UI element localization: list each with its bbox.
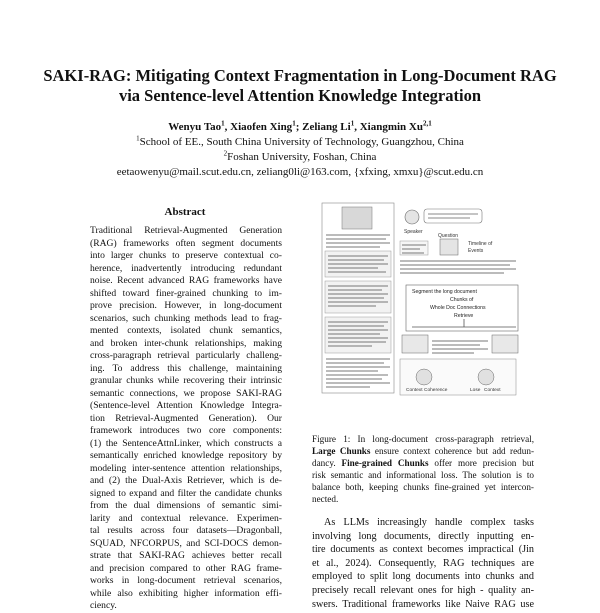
abstract-line: while also exhibiting higher information effi- xyxy=(90,587,282,599)
affiliation-1 xyxy=(0,135,600,150)
speaker-icon xyxy=(405,210,419,224)
intro-line: swers. Traditional frameworks like Naive RAG use xyxy=(312,598,534,610)
affiliation-1-sup: 1 xyxy=(136,134,140,143)
caption-line: balance both, keeping chunks fine-grained yet intercon- xyxy=(312,482,534,492)
timeline-label-a: Timeline of xyxy=(468,241,493,247)
figure-1-svg xyxy=(320,201,520,399)
affiliation-2-text: Foshan University, Foshan, China xyxy=(227,151,377,163)
affiliation-2 xyxy=(0,150,600,165)
chunks-label-c: Whole Doc Connections xyxy=(430,305,486,311)
abstract-line: larity and contextual relevance. Experimen- xyxy=(90,512,282,524)
abstract-line: ing. To address this challenge, maintaining xyxy=(90,362,282,374)
abstract-line: modeling inter-sentence attention relationships, xyxy=(90,462,282,474)
coherence-label: Coherence xyxy=(424,388,448,393)
intro-line: employed to split long documents into chunks and xyxy=(312,571,534,583)
outcome-panel xyxy=(400,359,516,395)
author-3: Zeliang Li xyxy=(302,121,351,133)
author-emails: eetaowenyu@mail.scut.edu.cn, zeliang0li@163.com, {xfxing, xmxu}@scut.edu.cn xyxy=(116,166,484,178)
abstract-line: signed to expand and filter the candidate chunks xyxy=(90,487,282,499)
abstract-line: (1) the SentenceAttnLinker, which constructs a xyxy=(90,437,282,449)
chunks-label-a: Segment the long document xyxy=(412,289,477,295)
abstract-line: semantically enriched knowledge repository by xyxy=(90,450,282,461)
long-document-graphic xyxy=(322,203,394,393)
author-names: Wenyu Tao$^1$, Xiaofen Xing$^1$; Zeliang Li$^1$, Xiangmin Xu$^{2,1}$ xyxy=(168,119,432,133)
caption-line: risk semantic and informational loss. The solution is to xyxy=(312,470,534,480)
abstract-line: tion Retrieval-Augmented Generation). Our xyxy=(90,412,282,424)
title-line-2: via Sentence-level Attention Knowledge Integration xyxy=(118,86,482,105)
caption-after-fine: offer more precision but xyxy=(428,458,534,468)
affiliation-2-sup: 2 xyxy=(223,149,228,158)
large-chunk-block xyxy=(402,335,428,353)
abstract-line: and broken inter-chunk relationships, making xyxy=(90,337,282,349)
title-line-1: SAKI-RAG: Mitigating Context Fragmentation in Long-Document RAG xyxy=(43,66,557,85)
abstract-line: Traditional Retrieval-Augmented Generation xyxy=(90,225,282,236)
abstract-body xyxy=(90,225,282,613)
abstract-line: works in long-document retrieval scenarios, xyxy=(90,575,282,586)
intro-line: As LLMs increasingly handle complex tasks xyxy=(324,517,534,528)
abstract-line: shifted toward finer-grained chunking to im- xyxy=(90,287,282,299)
intro-line: precisely recall relevant ones for high - quality an- xyxy=(312,584,534,596)
abstract-line: and (2) the Dual-Axis Retriever, which is de- xyxy=(90,475,282,486)
figure-1-illustration xyxy=(320,201,520,399)
caption-after-large: ensure context coherence but add redun- xyxy=(370,446,534,456)
caption-large-chunks: Large Chunks xyxy=(312,446,371,456)
intro-line: et al., 2024). Consequently, RAG techniques are xyxy=(312,557,534,569)
author-2-sup: 1 xyxy=(292,119,296,128)
abstract-line: prove precision. However, in long-document xyxy=(90,300,282,311)
caption-line xyxy=(312,445,534,457)
chunks-panel xyxy=(402,285,518,353)
caption-fine-chunks: Fine-grained Chunks xyxy=(341,458,429,468)
paper-title xyxy=(0,66,600,106)
abstract-line: into larger chunks to preserve contextual co- xyxy=(90,250,282,261)
abstract-heading: Abstract xyxy=(164,206,206,218)
introduction-body xyxy=(312,516,534,611)
caption-line3: dancy. xyxy=(312,458,342,468)
chunks-label-d: Retrieve xyxy=(454,313,474,319)
context2-label: Context xyxy=(484,388,501,393)
author-1: Wenyu Tao xyxy=(168,121,222,133)
abstract-line: SQUAD, NFCORPUS, and SCI-DOCS demon- xyxy=(90,537,282,549)
fine-chunk-block xyxy=(492,335,518,353)
abstract-line: semantic connections, we propose SAKI-RAG xyxy=(90,387,282,399)
intro-line: tire documents as context becomes impractical (Jin xyxy=(312,544,534,556)
abstract-line: cross-paragraph retrieval particularly challeng- xyxy=(90,350,282,361)
abstract-line: herence, inadvertently introducing redundant xyxy=(90,262,282,274)
abstract-line: framework introduces two core components: xyxy=(90,425,282,436)
author-2: Xiaofen Xing xyxy=(230,121,293,133)
figure-1-caption xyxy=(312,433,534,505)
author-3-sup: 1 xyxy=(350,119,355,128)
author-4: Xiangmin Xu xyxy=(359,121,423,133)
author-4-sup: 2,1 xyxy=(422,119,432,128)
question-panel xyxy=(400,209,516,273)
lose-label: Lose xyxy=(470,388,481,393)
author-1-sup: 1 xyxy=(221,119,225,128)
abstract-line: tal results across four datasets—Dragonball, xyxy=(90,525,282,536)
abstract-line: mented contexts, isolated chunk semantics, xyxy=(90,325,282,336)
affiliation-1-text: School of EE., South China University of Technology, Guangzhou, China xyxy=(139,136,464,148)
speaker-label: Speaker xyxy=(404,229,423,235)
caption-line: nected. xyxy=(312,494,339,504)
abstract-line: (RAG) frameworks often segment documents xyxy=(90,237,282,249)
abstract-line: (Sentence-level Attention Knowledge Integra- xyxy=(90,400,282,411)
abstract-line: strate that SAKI-RAG achieves better recall xyxy=(90,550,282,561)
abstract-line: from the dual dimensions of semantic simi- xyxy=(90,500,282,511)
portrait-image xyxy=(342,207,372,229)
abstract-line: ciency. xyxy=(90,600,117,611)
question-label: Question xyxy=(438,233,459,239)
caption-line xyxy=(312,457,534,469)
chunks-label-b: Chunks of xyxy=(450,297,474,303)
abstract-line: granular chunks while recovering their intrinsic xyxy=(90,375,282,386)
abstract-line: noise. Recent advanced RAG frameworks have xyxy=(90,275,282,286)
timeline-label-b: Events xyxy=(468,248,484,254)
author-block xyxy=(0,120,600,180)
lose-context-icon xyxy=(478,369,494,385)
abstract-line: scenarios, such chunking methods lead to frag- xyxy=(90,312,282,324)
coherence-icon xyxy=(416,369,432,385)
timeline-icon xyxy=(440,239,458,255)
caption-line: Figure 1: In long-document cross-paragraph retrieval, xyxy=(312,434,534,444)
intro-line: involving long documents, directly inputting en- xyxy=(312,530,534,542)
context-label: Context xyxy=(406,388,423,393)
abstract-line: and precision compared to other RAG frame- xyxy=(90,562,282,574)
